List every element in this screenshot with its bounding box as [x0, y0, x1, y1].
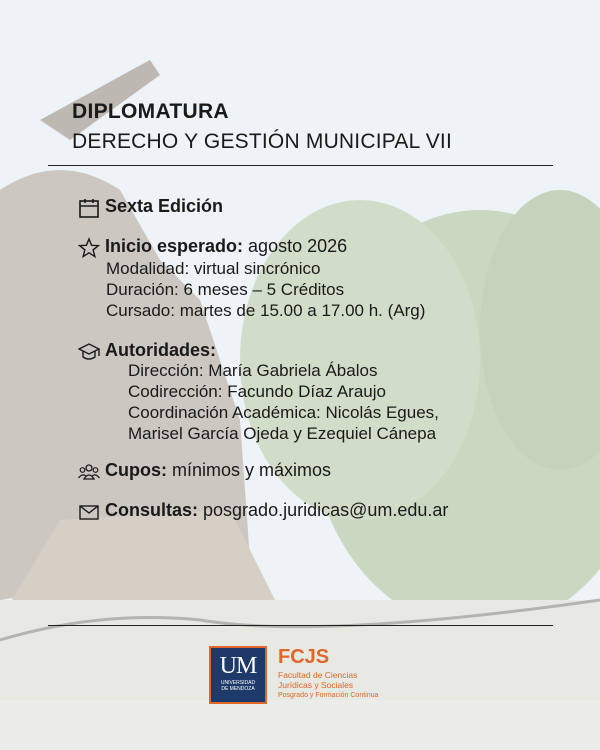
- logo-text: UM: [219, 653, 257, 679]
- modality-line: Modalidad: virtual sincrónico: [106, 259, 321, 278]
- contact-label: Consultas:: [105, 500, 199, 520]
- duration-line: Duración: 6 meses – 5 Créditos: [106, 280, 345, 299]
- envelope-icon: [78, 501, 100, 523]
- faculty-line-2: Jurídicas y Sociales: [278, 680, 354, 690]
- schedule-line: Cursado: martes de 15.00 a 17.00 h. (Arg): [106, 301, 426, 320]
- contact-email-link[interactable]: posgrado.juridicas@um.edu.ar: [198, 500, 449, 520]
- people-icon: [78, 461, 100, 483]
- quota-label: Cupos:: [105, 460, 167, 480]
- edition-label: Sexta Edición: [105, 196, 224, 216]
- start-label: Inicio esperado:: [105, 236, 244, 256]
- coordination-line: Coordinación Académica: Nicolás Egues,: [128, 403, 439, 422]
- top-divider: [48, 165, 553, 166]
- codirector-line: Codirección: Facundo Díaz Araujo: [128, 382, 386, 401]
- quota-value: mínimos y máximos: [167, 460, 332, 480]
- graduation-cap-icon: [78, 341, 100, 363]
- faculty-department: Posgrado y Formación Continua: [278, 692, 379, 699]
- authorities-label: Autoridades:: [105, 340, 217, 360]
- contact-row: [78, 500, 448, 523]
- start-row: [78, 236, 347, 259]
- logo-subtext-2: DE MENDOZA: [221, 686, 255, 692]
- director-line: Dirección: María Gabriela Ábalos: [128, 361, 378, 380]
- faculty-line-1: Facultad de Ciencias: [278, 670, 358, 680]
- faculty-acronym: FCJS: [278, 646, 330, 668]
- coordination-line-2: Marisel García Ojeda y Ezequiel Cánepa: [128, 424, 437, 443]
- page-title: DIPLOMATURA: [72, 100, 229, 123]
- quota-row: [78, 460, 331, 483]
- start-value: agosto 2026: [243, 236, 348, 256]
- calendar-icon: [78, 197, 100, 219]
- faculty-name: [278, 670, 357, 690]
- bottom-divider: [48, 625, 553, 626]
- edition-row: [78, 196, 223, 219]
- logo-subtext-1: UNIVERSIDAD: [220, 680, 256, 686]
- university-logo: [209, 646, 267, 704]
- page-subtitle: DERECHO Y GESTIÓN MUNICIPAL VII: [72, 130, 452, 153]
- star-icon: [78, 237, 100, 259]
